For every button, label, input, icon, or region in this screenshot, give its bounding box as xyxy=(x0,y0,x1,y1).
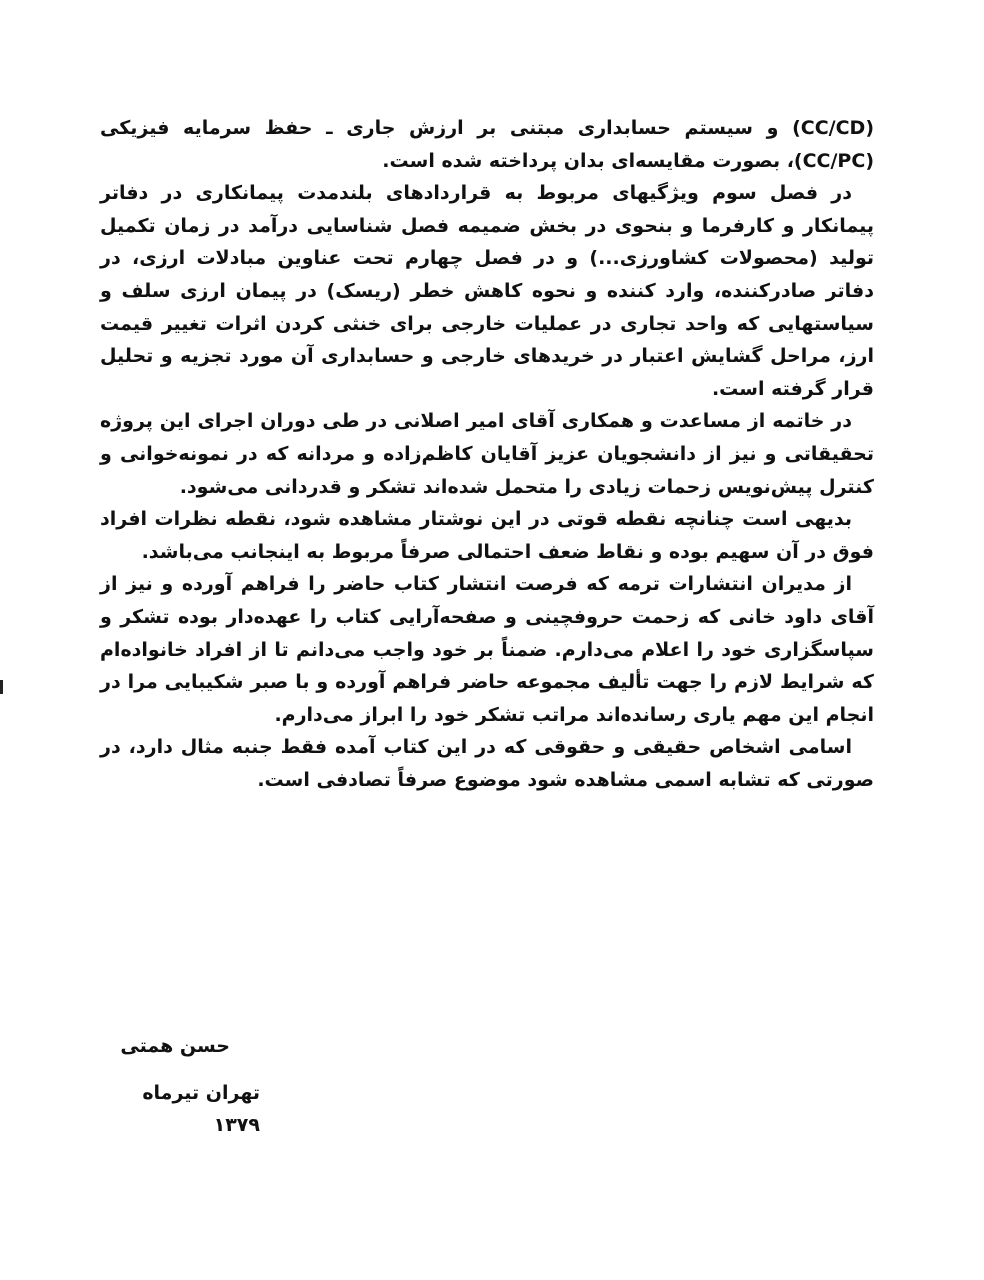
paragraph-chapter-summary: در فصل سوم ویژگیهای مربوط به قراردادهای بلندمدت پیمانکاری در دفاتر پیمانکار و کارفرما و بنحوی در بخش ضمیمه فصل شناسایی درآمد در زمان تکمیل تولید (محصولات کشاورزی...) و در فصل چهارم تحت عناوین مبادلات ارزی، در دفاتر صادرکننده، وارد کننده و نحوه کاهش خطر (ریسک) در پیمان ارزی سلف و سیاستهایی که واحد تجاری در عملیات خارجی برای خنثی کردن اثرات تغییر قیمت ارز، مراحل گشایش اعتبار در خریدهای خارجی و حسابداری آن مورد تجزیه و تحلیل قرار گرفته است. xyxy=(100,182,874,400)
paragraph-strengths-weaknesses: بدیهی است چنانچه نقطه قوتی در این نوشتار مشاهده شود، نقطه نظرات افراد فوق در آن سهیم بوده و نقاط ضعف احتمالی صرفاً مربوط به اینجانب می‌باشد. xyxy=(100,508,874,563)
author-name: حسن همتی xyxy=(120,1035,230,1057)
scan-edge-mark xyxy=(0,680,3,694)
preface-body xyxy=(100,112,874,796)
paragraph-acknowledgement-publisher: از مدیران انتشارات ترمه که فرصت انتشار کتاب حاضر را فراهم آورده و نیز از آقای داود خانی که زحمت حروفچینی و صفحه‌آرایی کتاب را عهده‌دار بوده تشکر و سپاسگزاری خود را اعلام می‌دارم. ضمناً بر خود واجب می‌دانم تا از افراد خانواده‌ام که شرایط لازم را جهت تألیف مجموعه حاضر فراهم آورده و با صبر شکیبایی مرا در انجام این مهم یاری رسانده‌اند مراتب تشکر خود را ابراز می‌دارم. xyxy=(100,573,874,726)
paragraph-disclaimer: اسامی اشخاص حقیقی و حقوقی که در این کتاب آمده فقط جنبه مثال دارد، در صورتی که تشابه اسمی مشاهده شود موضوع صرفاً تصادفی است. xyxy=(100,736,874,791)
place-and-date: تهران تیرماه ۱۳۷۹ xyxy=(142,1082,260,1136)
paragraph-acknowledgement-assistants: در خاتمه از مساعدت و همکاری آقای امیر اصلانی در طی دوران اجرای این پروژه تحقیقاتی و نیز از دانشجویان عزیز آقایان کاظم‌زاده و مردانه که در نمونه‌خوانی و کنترل پیش‌نویس زحمات زیادی را متحمل شده‌اند تشکر و قدردانی می‌شود. xyxy=(100,410,874,498)
paragraph-methods-comparison: (CC/CD) و سیستم حسابداری مبتنی بر ارزش جاری ـ حفظ سرمایه فیزیکی (CC/PC)، بصورت مقایسه‌ای بدان پرداخته شده است. xyxy=(100,117,874,172)
